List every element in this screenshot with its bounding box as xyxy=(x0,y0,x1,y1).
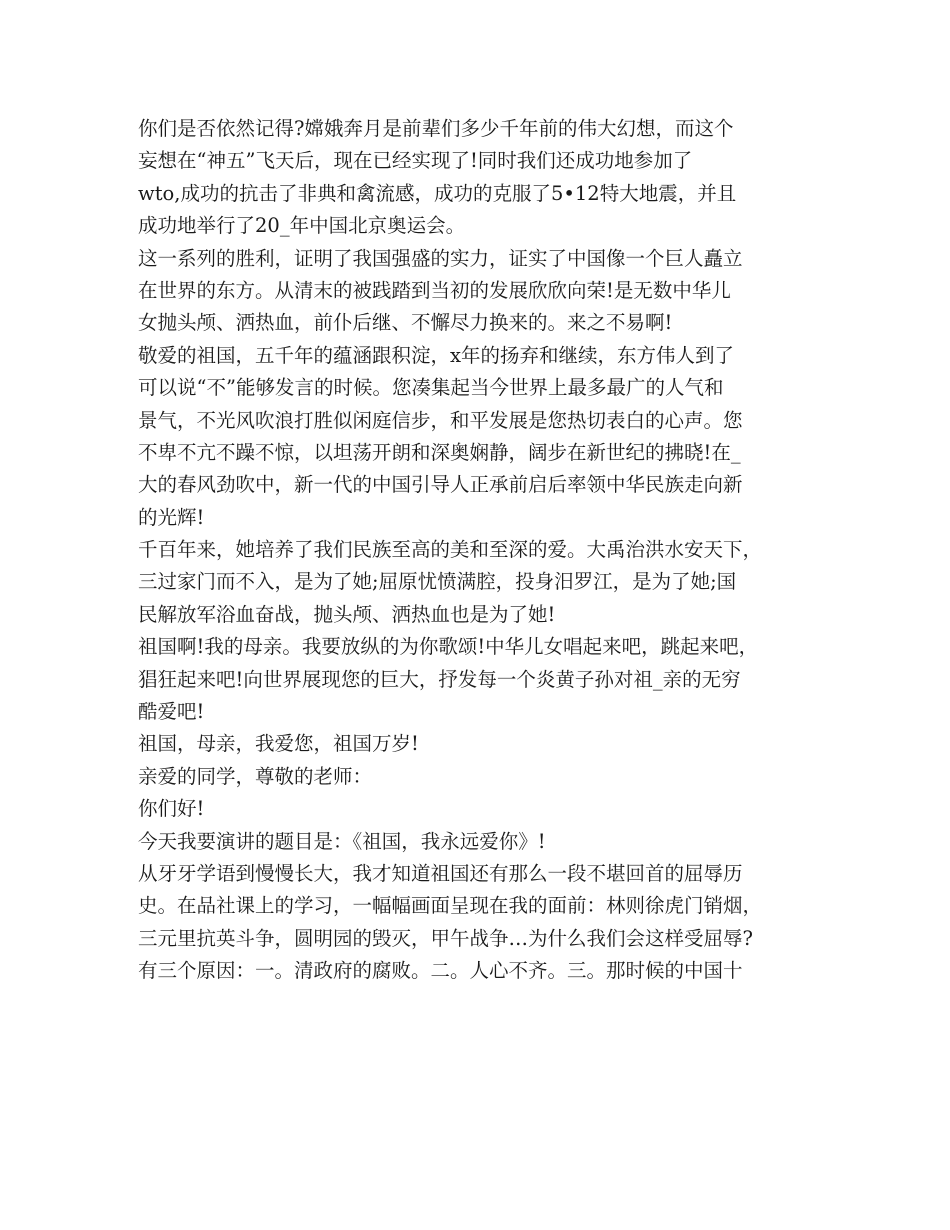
text-line: 景气，不光风吹浪打胜似闲庭信步，和平发展是您热切表白的心声。您 xyxy=(138,408,743,432)
text-line: 今天我要演讲的题目是：《祖国，我永远爱你》! xyxy=(138,829,546,853)
text-line: 从牙牙学语到慢慢长大，我才知道祖国还有那么一段不堪回首的屈辱历 xyxy=(138,861,743,885)
text-line: 不卑不亢不躁不惊，以坦荡开朗和深奥娴静，阔步在新世纪的拂晓!在_ xyxy=(138,440,741,464)
document-body xyxy=(138,113,828,988)
text-line: 女抛头颅、洒热血，前仆后继、不懈尽力换来的。来之不易啊! xyxy=(138,311,673,335)
text-line: 成功地举行了20_年中国北京奥运会。 xyxy=(138,214,466,238)
text-line: 可以说“不”能够发言的时候。您凑集起当今世界上最多最广的人气和 xyxy=(138,376,724,400)
text-line: 这一系列的胜利，证明了我国强盛的实力，证实了中国像一个巨人矗立 xyxy=(138,246,743,270)
text-line: 大的春风劲吹中，新一代的中国引导人正承前启后率领中华民族走向新 xyxy=(138,473,743,497)
text-line: 三过家门而不入，是为了她;屈原忧愤满腔，投身汨罗江，是为了她;国 xyxy=(138,570,737,594)
text-line: 有三个原因：一。清政府的腐败。二。人心不齐。三。那时候的中国十 xyxy=(138,959,743,983)
text-line: 的光辉! xyxy=(138,505,205,529)
text-line: 敬爱的祖国，五千年的蕴涵跟积淀，x年的扬弃和继续，东方伟人到了 xyxy=(138,343,734,367)
text-line: 亲爱的同学，尊敬的老师： xyxy=(138,764,373,788)
text-line: 你们是否依然记得?嫦娥奔月是前辈们多少千年前的伟大幻想，而这个 xyxy=(138,117,734,140)
text-line: 祖国啊!我的母亲。我要放纵的为你歌颂!中华儿女唱起来吧，跳起来吧， xyxy=(138,635,759,659)
text-line: 三元里抗英斗争，圆明园的毁灭，甲午战争…为什么我们会这样受屈辱? xyxy=(138,926,753,950)
text-line: 你们好! xyxy=(138,797,205,821)
text-line: 酷爱吧! xyxy=(138,700,205,724)
text-line: 在世界的东方。从清末的被践踏到当初的发展欣欣向荣!是无数中华儿 xyxy=(138,278,731,302)
text-line: 史。在品社课上的学习，一幅幅画面呈现在我的面前：林则徐虎门销烟， xyxy=(138,894,763,918)
text-line: 猖狂起来吧!向世界展现您的巨大，抒发每一个炎黄子孙对祖_亲的无穷 xyxy=(138,667,741,691)
text-line: 民解放军浴血奋战，抛头颅、洒热血也是为了她! xyxy=(138,602,556,626)
text-line: 千百年来，她培养了我们民族至高的美和至深的爱。大禹治洪水安天下， xyxy=(138,538,763,562)
text-line: 妄想在“神五”飞天后，现在已经实现了!同时我们还成功地参加了 xyxy=(138,149,693,173)
text-line: wto,成功的抗击了非典和禽流感，成功的克服了5•12特大地震，并且 xyxy=(138,181,737,205)
text-line: 祖国，母亲，我爱您，祖国万岁! xyxy=(138,732,419,756)
